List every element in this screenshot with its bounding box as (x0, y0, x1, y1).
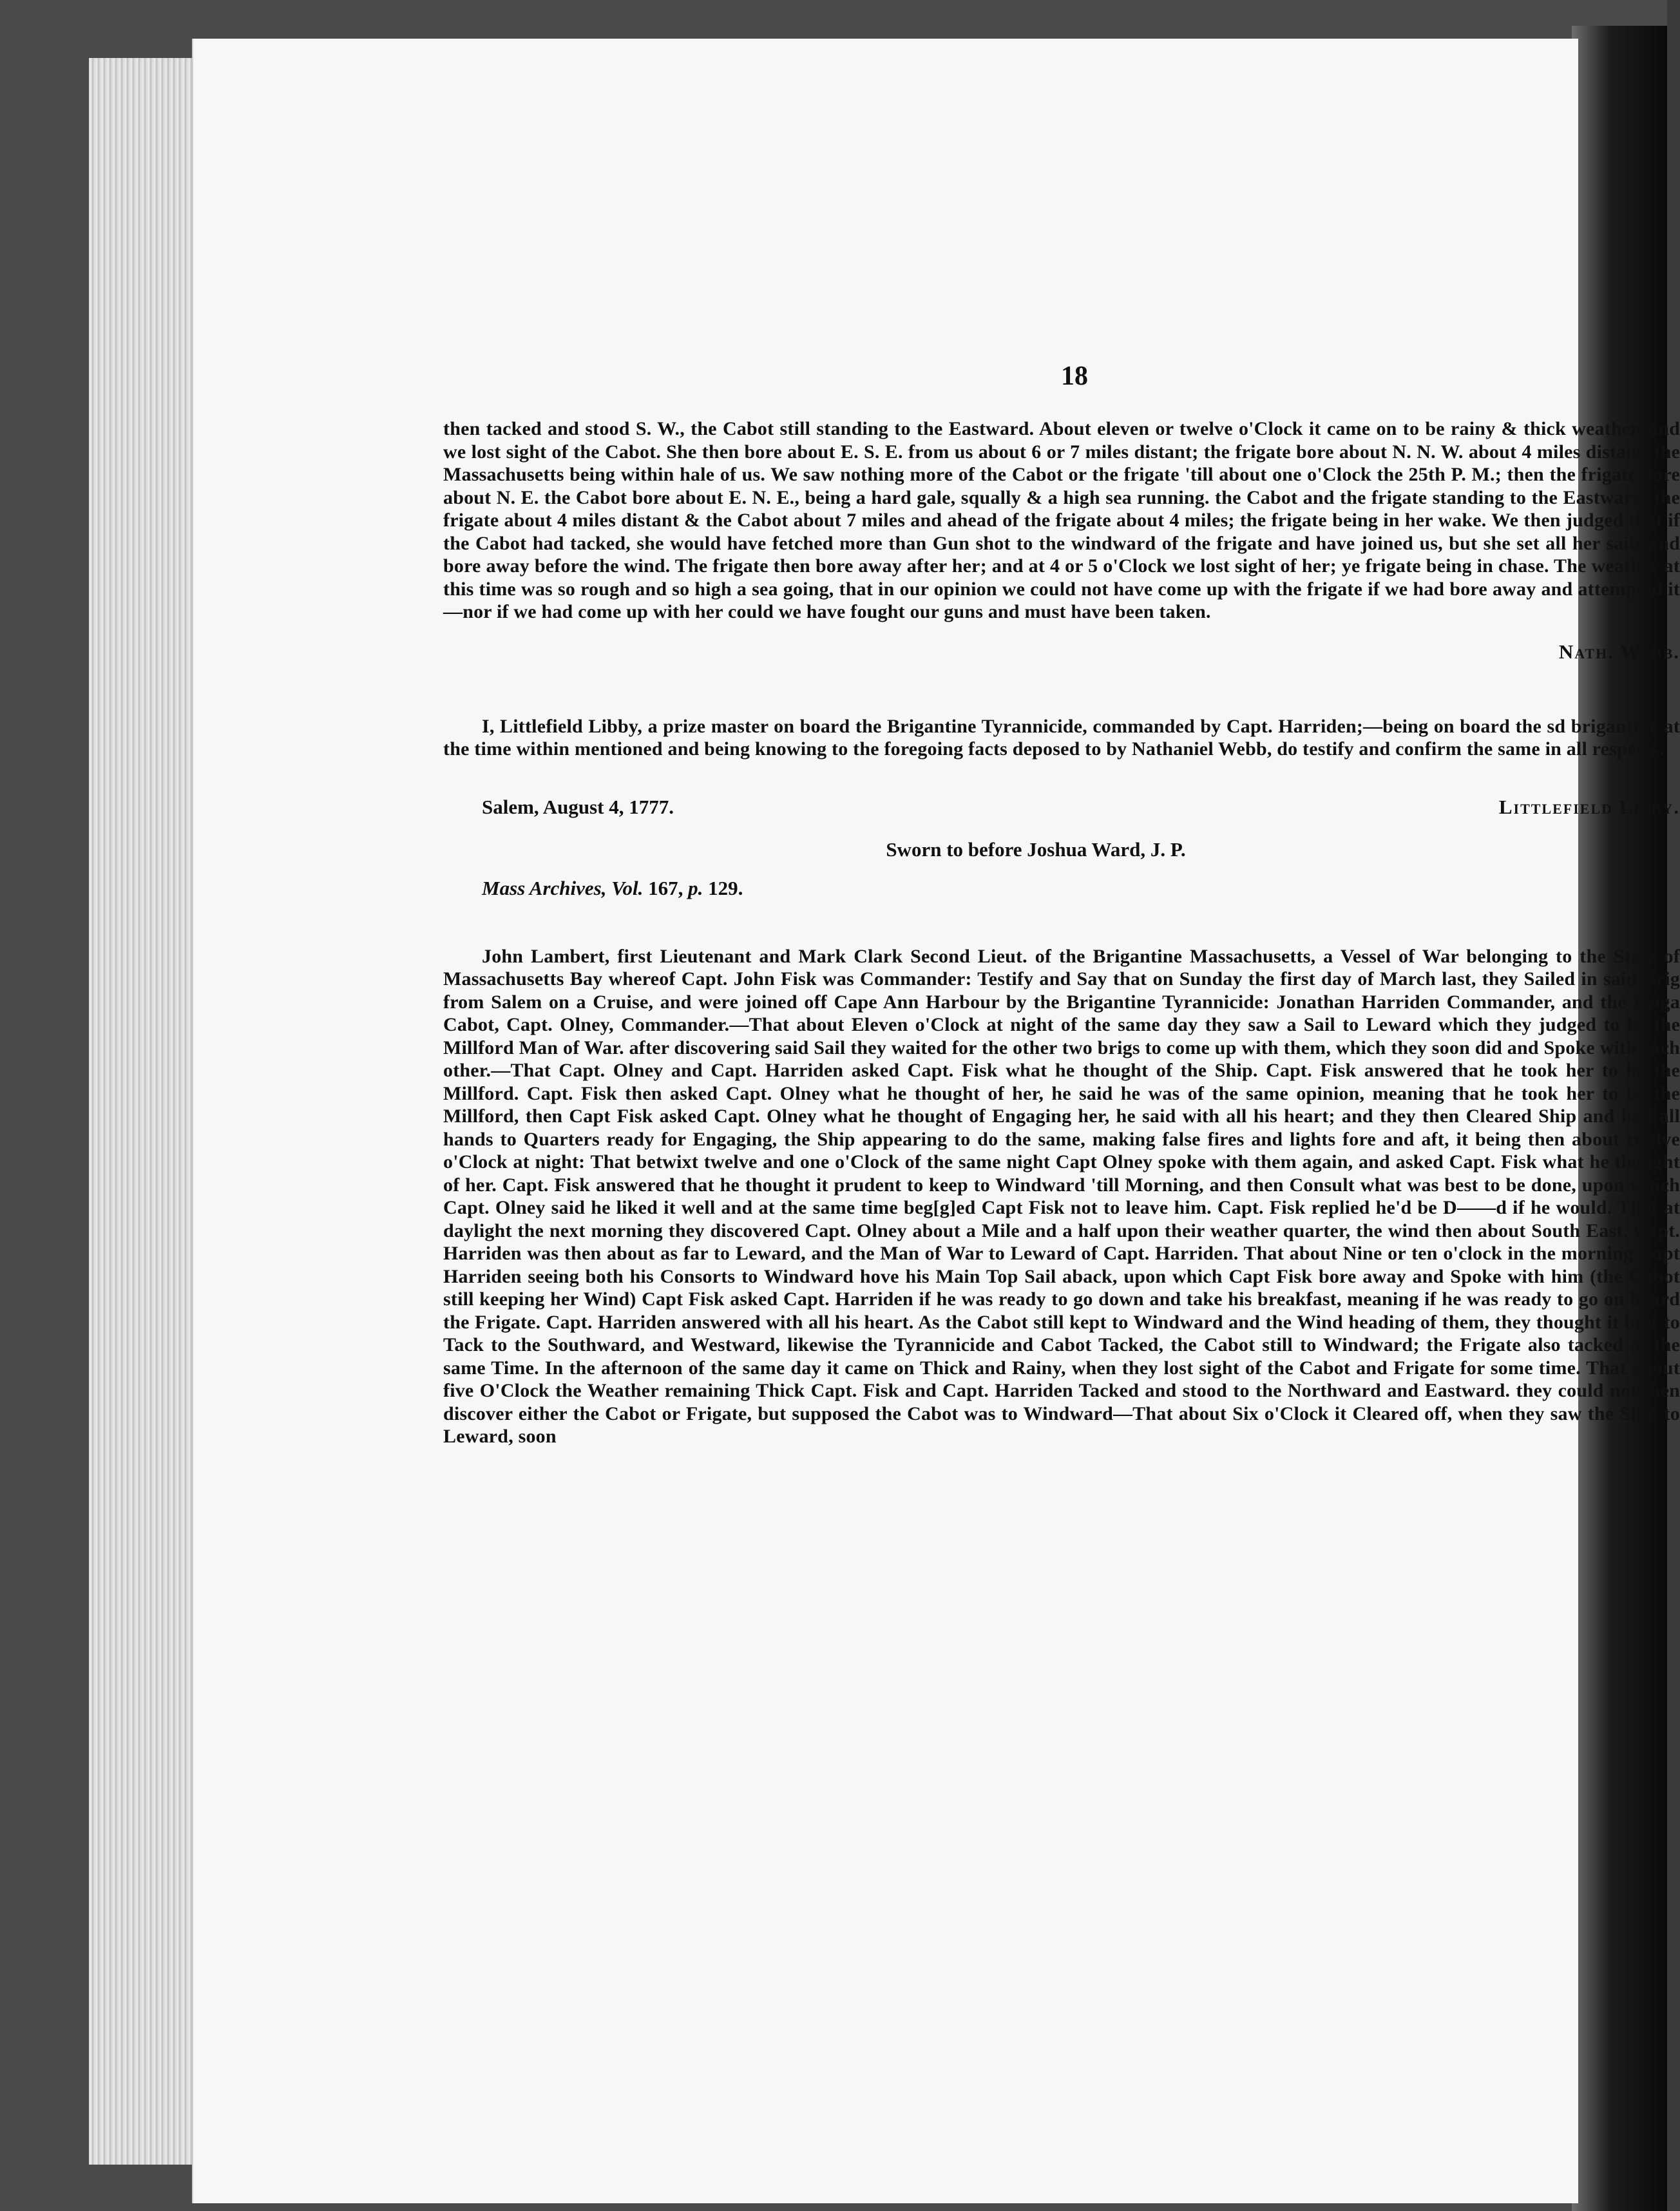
citation-page: 129. (703, 876, 743, 899)
citation-source: Mass Archives, Vol. (482, 876, 644, 899)
dateline (443, 796, 1680, 819)
paragraph-libby-testimony: I, Littlefield Libby, a prize master on board the Brigantine Tyrannicide, commanded by Capt. Harriden;—being on board the sd brigantine at the time within mentioned and being knowing to the foregoing facts deposed to by Nathaniel Webb, do testify and confirm the same in all respects. (443, 715, 1680, 760)
citation-page-label: p. (688, 876, 703, 899)
place-date: Salem, August 4, 1777. (482, 795, 674, 818)
archive-citation (443, 877, 1680, 900)
paragraph-webb-deposition: then tacked and stood S. W., the Cabot still standing to the Eastward. About eleven or twelve o'Clock it came on to be rainy & thick weather, and we lost sight of the Cabot. She then bore about E. S. E. from us about 6 or 7 miles distant; the frigate bore about N. N. W. about 4 miles distant, the Massachusetts being within hale of us. We saw nothing more of the Cabot or the frigate 'till about one o'Clock the 25th P. M.; then the frigate bore about N. E. the Cabot bore about E. N. E., being a hard gale, squally & a high sea running. the Cabot and the frigate standing to the Eastward, the frigate about 4 miles distant & the Cabot about 7 miles and ahead of the frigate about 4 miles; the frigate being in her wake. We then judged that if the Cabot had tacked, she would have fetched more than Gun shot to the windward of the frigate and have joined us, but she set all her sails and bore away before the wind. The frigate then bore away after her; and at 4 or 5 o'Clock we lost sight of her; ye frigate being in chase. The weather at this time was so rough and so high a sea going, that in our opinion we could not have come up with the frigate if we had bore away and attempted it—nor if we had come up with her could we have fought our guns and must have been taken. (443, 418, 1680, 622)
paragraph-lambert-clark-testimony: John Lambert, first Lieutenant and Mark Clark Second Lieut. of the Brigantine Massachusetts, a Vessel of War belonging to the State of Massachusetts Bay whereof Capt. John Fisk was Commander: Testify and Say that on Sunday the first day of March last, they Sailed in said Brig from Salem on a Cruise, and were joined off Cape Ann Harbour by the Brigantine Tyrannicide: Jonathan Harriden Commander, and the Briga Cabot, Capt. Olney, Commander.—That about Eleven o'Clock at night of the same day they saw a Sail to Leward which they judged to be the Millford Man of War. after discovering said Sail they waited for the other two brigs to come up with them, which they soon did and Spoke with each other.—That Capt. Olney and Capt. Harriden asked Capt. Fisk what he thought of the Ship. Capt. Fisk answered that he took her to be the Millford. Capt. Fisk then asked Capt. Olney what he thought of her, he said he was of the same opinion, meaning that he took her to be the Millford, then Capt Fisk asked Capt. Olney what he thought of Engaging her, he said with all his heart; and they then Cleared Ship and had all hands to Quarters ready for Engaging, the Ship appearing to do the same, making false fires and lights fore and aft, it being then about twelve o'Clock at night: That betwixt twelve and one o'Clock of the same night Capt Olney spoke with them again, and asked Capt. Fisk what he thought of her. Capt. Fisk answered that he thought it prudent to keep to Windward 'till Morning, and then Consult what was best to be done, upon which Capt. Olney said he liked it well and at the same time beg[g]ed Capt Fisk not to leave him. Capt. Fisk replied he'd be D——d if he would. That at daylight the next morning they discovered Capt. Olney about a Mile and a half upon their weather quarter, the wind then about South East. Capt. Harriden was then about as far to Leward, and the Man of War to Leward of Capt. Harriden. That about Nine or ten o'clock in the morning Capt Harriden seeing both his Consorts to Windward hove his Main Top Sail aback, upon which Capt Fisk bore away and Spoke with him (the Cabot still keeping her Wind) Capt Fisk asked Capt. Harriden if he was ready to go down and take his breakfast, meaning if he was ready to go on board the Frigate. Capt. Harriden answered with all his heart. As the Cabot still kept to Windward and the Wind heading of them, they thought it best to Tack to the Southward, and Westward, likewise the Tyrannicide and Cabot Tacked, the Cabot still to Windward; the Frigate also tacked at the same Time. In the afternoon of the same day it came on Thick and Rainy, when they lost sight of the Cabot and Frigate for some time. That about five O'Clock the Weather remaining Thick Capt. Fisk and Capt. Harriden Tacked and stood to the Northward and Eastward. they could not then discover either the Cabot or Frigate, but supposed the Cabot was to Windward—That about Six o'Clock it Cleared off, when they saw the Ship to Leward, soon (443, 945, 1680, 1447)
citation-volume: 167, (643, 876, 689, 899)
document-page (193, 39, 1680, 2203)
signature-libby: Littlefield Libby. (1498, 795, 1680, 818)
sworn-statement: Sworn to before Joshua Ward, J. P. (886, 838, 1186, 861)
page-content (443, 361, 1680, 1448)
signature-webb: Nath. Webb. (1558, 640, 1680, 663)
page-number: 18 (1061, 361, 1088, 391)
